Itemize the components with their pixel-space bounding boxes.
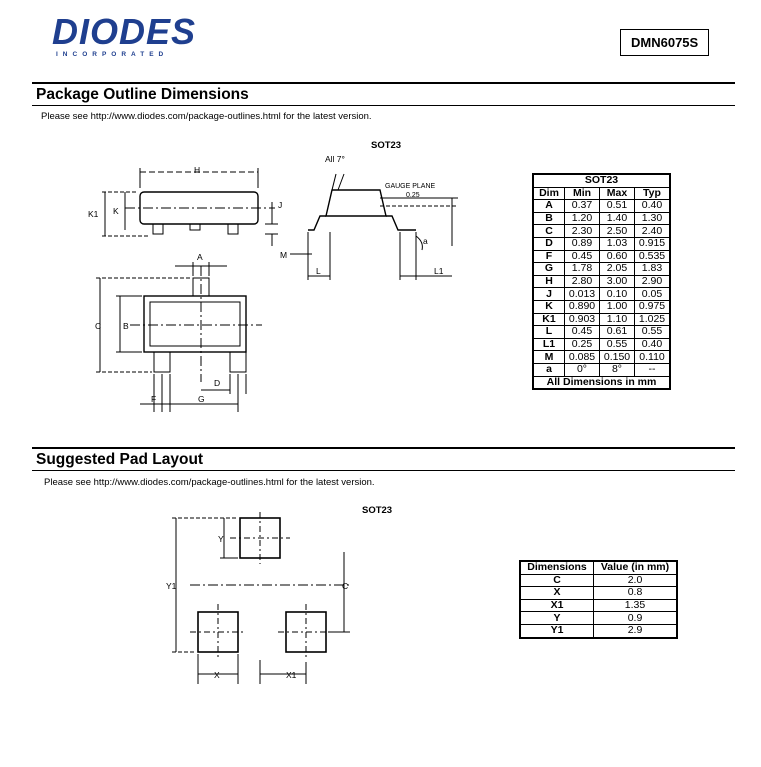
logo-subtext: INCORPORATED <box>56 51 169 58</box>
table-row: A 0.37 0.51 0.40 <box>533 200 670 213</box>
table-row: H 2.80 3.00 2.90 <box>533 275 670 288</box>
table-row: K1 0.903 1.10 1.025 <box>533 313 670 326</box>
label-b: B <box>123 321 129 331</box>
table-row: X1 1.35 <box>520 599 677 612</box>
label-m: M <box>280 250 288 260</box>
section-divider-thin <box>32 105 735 106</box>
outline-note: Please see http://www.diodes.com/package-outlines.html for the latest version. <box>41 111 372 122</box>
label-k: K <box>113 206 119 216</box>
label-y1: Y1 <box>166 581 177 591</box>
dimensions-table-header: Dim Min Max Typ <box>533 187 670 200</box>
label-c: C <box>95 321 102 331</box>
section-divider <box>32 82 735 84</box>
label-h: H <box>194 165 201 175</box>
pad-dimensions-table <box>519 560 678 639</box>
logo-text: DIODES <box>52 11 197 52</box>
package-outline-drawing <box>80 150 470 415</box>
dimensions-table-footer: All Dimensions in mm <box>533 376 670 389</box>
table-row: B 1.20 1.40 1.30 <box>533 212 670 225</box>
table-row: D 0.89 1.03 0.915 <box>533 237 670 250</box>
table-row: Y1 2.9 <box>520 624 677 637</box>
label-a: A <box>197 252 203 262</box>
section-title-outline: Package Outline Dimensions <box>36 86 249 103</box>
part-number: DMN6075S <box>620 29 709 56</box>
label-a-angle: a <box>423 236 428 246</box>
label-l1: L1 <box>434 266 444 276</box>
table-row: Y 0.9 <box>520 612 677 625</box>
diodes-logo <box>52 11 197 58</box>
table-row: M 0.085 0.150 0.110 <box>533 351 670 364</box>
table-row: X 0.8 <box>520 587 677 600</box>
table-row: F 0.45 0.60 0.535 <box>533 250 670 263</box>
label-j: J <box>278 200 283 210</box>
pad-layout-note: Please see http://www.diodes.com/package-outlines.html for the latest version. <box>44 477 375 488</box>
pad-table-header: Dimensions Value (in mm) <box>520 561 677 574</box>
pad-layout-package-label: SOT23 <box>362 505 393 516</box>
table-row: J 0.013 0.10 0.05 <box>533 288 670 301</box>
label-k1: K1 <box>88 209 99 219</box>
label-d: D <box>214 378 221 388</box>
section-title-pad-layout: Suggested Pad Layout <box>36 451 204 468</box>
table-row: a 0° 8° -- <box>533 363 670 376</box>
table-row: L1 0.25 0.55 0.40 <box>533 338 670 351</box>
label-gauge-plane: GAUGE PLANE <box>385 183 436 190</box>
label-x1: X1 <box>286 670 297 680</box>
label-l: L <box>316 266 321 276</box>
section-divider-thin <box>32 470 735 471</box>
label-all7: All 7° <box>325 154 345 164</box>
label-x: X <box>214 670 220 680</box>
dimensions-table-title: SOT23 <box>533 174 670 187</box>
section-divider <box>32 447 735 449</box>
outline-package-label: SOT23 <box>371 140 402 151</box>
label-pad-c: C <box>342 581 349 591</box>
table-row: G 1.78 2.05 1.83 <box>533 263 670 276</box>
label-f: F <box>151 394 157 404</box>
label-g: G <box>198 394 205 404</box>
pad-layout-drawing <box>160 512 360 687</box>
table-row: C 2.0 <box>520 574 677 587</box>
table-row: C 2.30 2.50 2.40 <box>533 225 670 238</box>
dimensions-table <box>532 173 671 390</box>
table-row: K 0.890 1.00 0.975 <box>533 300 670 313</box>
table-row: L 0.45 0.61 0.55 <box>533 326 670 339</box>
label-y: Y <box>218 534 224 544</box>
label-gauge-value: 0.25 <box>406 192 420 199</box>
